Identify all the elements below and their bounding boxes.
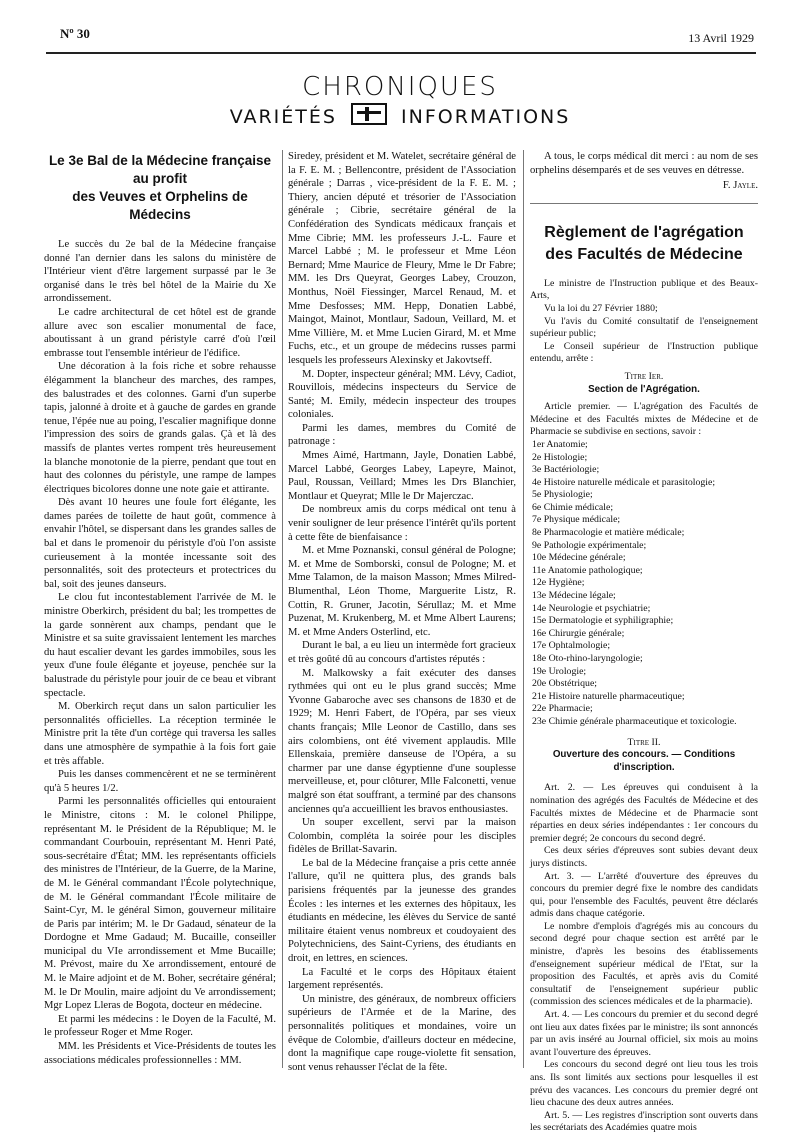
paragraph: Parmi les dames, membres du Comité de patronage : xyxy=(288,422,516,448)
list-item: 9e Pathologie expérimentale; xyxy=(532,539,647,551)
title-line: Le 3e Bal de la Médecine française xyxy=(48,153,272,168)
section-divider xyxy=(530,203,758,204)
ornament-icon xyxy=(351,103,387,125)
paragraph: M. Oberkirch reçut dans un salon particulier les personnalités officielles. La réception terminée le Ministre prit la tête d'un cortège qui traversa les salles dans une atmosphère de sympathie à la fois fort gaie et très affable. xyxy=(44,701,276,767)
title-line: Règlement de l'agrégation xyxy=(544,223,744,241)
list-item: 1er Anatomie; xyxy=(532,438,588,450)
titre-heading: Titre II. xyxy=(627,736,661,748)
issue-date: 13 Avril 1929 xyxy=(688,31,754,45)
article-text: Art. 3. — L'arrêté d'ouverture des épreuves du concours du premier degré fixe le nombre des candidats qui, pour l'ensemble des Facultés, peuvent être déclarés admis dans chaque catégorie. xyxy=(530,870,758,920)
paragraph: Parmi les personnalités officielles qui entouraient le Ministre, citons : M. le colonel Philippe, représentant M. le Président de la République; M. le commandant Courbouin, représentant M. Henri Paté, sous-secrétaire d'État; MM. les représentants officiels des ministres de l'Intérieur, de la Guerre, de la Marine, de M. le Général commandant l'École polytechnique, de M. le Général commandant l'École militaire de Saint-Cyr, M. le général Simon, gouverneur militaire de Paris par intérim; M. le Dr Gadaud, sénateur de la Dordogne et Mme Gadaud; M. Bucaille, conseiller municipal du VIe arrondissement et Mme Bucaille; M. Prévost, maire du Xe arrondissement, entouré de M. le Maire adjoint et de M. Boher, secrétaire général; M. le Dr Moulin, maire adjoint du Ve arrondissement; Mgr Lopez Lleras de Bogota, docteur en médecine. xyxy=(44,796,276,1012)
paragraph: Dès avant 10 heures une foule fort élégante, les dames parées de toilette de haut goût, commence à envahir l'hôtel, se dispersant dans les grandes salles de bal et dans le promenoir du péristyle d'où l'on assiste curieusement à la montée incessante soit des personnalités, soit des protecteurs et protectrices du bal, soit des jeunes danseurs. xyxy=(44,497,276,590)
paragraph: Le succès du 2e bal de la Médecine française donné l'an dernier dans les salons du ministère de l'Intérieur vient d'être largement surpassé par le 3e organisé dans le très bel hôtel de la Mairie du Xe arrondissement. xyxy=(44,239,276,305)
list-item: 12e Hygiène; xyxy=(532,577,585,589)
list-item: 16e Chirurgie générale; xyxy=(532,627,625,639)
paragraph: De nombreux amis du corps médical ont tenu à venir souligner de leur présence l'intérêt qu'ils portent à cette fête de bienfaisance : xyxy=(288,504,516,543)
list-item: 21e Histoire naturelle pharmaceutique; xyxy=(532,690,685,702)
article-text: Art. 2. — Les épreuves qui conduisent à la nomination des agrégés des Facultés de Médecine et des Facultés mixtes de Médecine et de Pharmacie sont réparties en deux séries indépendantes : 1er concours du premier degré; 2e concours du second degré. xyxy=(530,782,758,844)
paragraph: Siredey, président et M. Watelet, secrétaire général de la F. E. M. ; Bellencontre, président de l'Association générale ; Darras , vice-président de la F. E. M. ; Thiery, ancien député et trésorier de l'Association générale ; Cibrie, secrétaire général de la Confédération des Syndicats médicaux français et Mme Cibrie; MM. les professeurs J.-L. Faure et Marcel Labbé ; M. le professeur et Mme Léon Bernard; Mme Maurice de Fleury, Mme le Dr Fabre; MM. les Drs Queyrat, Georges Labey, Crouzon, Monthus, Noël Fiessinger, Marcel Renaud, M. et Mme Desfosses; MM. Hepp, Donatien Labbé, Maingot, Mainot, Montlaur, Sadoun, Veillard, M. et Mme Villière, M. et Mme Lucien Girard, M. et Mme Fuchs, etc., et un groupe de médecins russes parmi lesquels les professeurs Alexinsky et Jakovtseff. xyxy=(288,151,516,366)
paragraph: Durant le bal, a eu lieu un intermède fort gracieux et très goûté dû au concours d'artistes réputés : xyxy=(288,640,516,665)
title-line: au profit xyxy=(133,171,187,186)
paragraph: Et parmi les médecins : le Doyen de la Faculté, M. le professeur Roger et Mme Roger. xyxy=(44,1013,276,1039)
issue-number: Nº 30 xyxy=(60,26,90,41)
list-item: 19e Urologie; xyxy=(532,665,587,677)
list-item: 23e Chimie générale pharmaceutique et toxicologie. xyxy=(532,715,737,727)
title-line: des Veuves et Orphelins de Médecins xyxy=(72,189,248,222)
paragraph: MM. les Présidents et Vice-Présidents de toutes les associations médicales professionnelles : MM. xyxy=(44,1041,276,1066)
column-divider xyxy=(282,150,283,1068)
article-text: Les concours du second degré ont lieu tous les trois ans. Ils sont limités aux sections pour lesquelles il est prévu des vacances. Les concours du premier degré ont lieu chacune des deux autres années. xyxy=(530,1059,758,1109)
paragraph: Un souper excellent, servi par la maison Colombin, compléta la soirée pour les disciples fidèles de Brillat-Savarin. xyxy=(288,817,516,856)
list-item: 7e Physique médicale; xyxy=(532,514,621,526)
list-item: 6e Chimie médicale; xyxy=(532,501,614,513)
titre-name: Ouverture des concours. — Conditions d'inscription. xyxy=(552,749,736,773)
column-1 xyxy=(44,152,276,1067)
subtitle-right: INFORMATIONS xyxy=(401,106,571,128)
paragraph: Puis les danses commencèrent et ne se terminèrent qu'à 5 heures 1/2. xyxy=(44,769,276,794)
paragraph: M. Dopter, inspecteur général; MM. Lévy, Cadiot, Rouvillois, médecins inspecteurs du Service de Santé; M. Emily, médecin inspecteur des troupes coloniales. xyxy=(288,368,516,421)
list-item: 17e Ophtalmologie; xyxy=(532,640,611,652)
list-item: 11e Anatomie pathologique; xyxy=(532,564,643,576)
paragraph: Un ministre, des généraux, de nombreux officiers supérieurs de l'Armée et de la Marine, des personnalités politiques et mondaines, voire un évêque de Colombie, d'ailleurs docteur en médecine, dont la magnifique cape rouge-violette fit sensation, sont venus rehausser l'éclat de la fête. xyxy=(288,993,516,1073)
article-text: Ces deux séries d'épreuves sont subies devant deux jurys distincts. xyxy=(530,845,758,869)
paragraph: La Faculté et le corps des Hôpitaux étaient largement représentés. xyxy=(288,966,516,992)
paragraph: Une décoration à la fois riche et sobre rehausse élégamment la blancheur des marches, des rampes, des balustrades et des colonnes. Garni d'un superbe tapis, jalonné à droite et à gauche de gardes en grande tenue, l'épée nue au poing, l'escalier magnifique donne l'impression des soirs de grands galas. Çà et là des massifs de plantes vertes rompent très heureusement la blanche monotonie de la pierre, pendant que tout en haut des colonnes du péristyle, une rampe de lampes électriques bicolores donne une note gaie et attirante. xyxy=(44,361,276,495)
titre-heading: Titre Ier. xyxy=(624,370,664,382)
list-item: 2e Histologie; xyxy=(532,451,588,463)
titre-name: Section de l'Agrégation. xyxy=(588,383,700,395)
paragraph: A tous, le corps médical dit merci : au nom de ses orphelins désemparés et de ses veuves en détresse. xyxy=(530,151,758,176)
preamble-line: Le ministre de l'Instruction publique et des Beaux-Arts, xyxy=(530,277,758,302)
list-item: 18e Oto-rhino-laryngologie; xyxy=(532,653,643,664)
title-line: des Facultés de Médecine xyxy=(545,245,743,263)
paragraph: Le cadre architectural de cet hôtel est de grande allure avec son escalier monumental de face, aboutissant à un grand péristyle carré d'où l'œil embrasse tout l'ensemble intérieur de l'édifice. xyxy=(44,306,276,359)
paragraph: Le clou fut incontestablement l'arrivée de M. le ministre Oberkirch, président du bal; les trompettes de la garde sonnèrent aux champs, pendant que le Ministre et sa suite gravissaient lentement les marches du haut escalier devant les gardes immobiles, sous les yeux d'une foule élégante et joyeuse, penchée sur la balustrade du péristyle pour jouir de ce beau et vibrant spectacle. xyxy=(44,592,276,699)
paragraph: Le bal de la Médecine française a pris cette année l'allure, qu'il ne quittera plus, des grands bals parisiens fréquentés par la jeunesse des grandes Écoles : les internes et les externes des hôpitaux, les étudiants en médecine, les élèves du Service de santé militaire étaient venus nombreux et coudoyaient des Polytechniciens, des Saint-Cyriens, des étudiants en droit, en lettres, en sciences. xyxy=(288,857,516,965)
signature: F. Jayle. xyxy=(722,180,758,192)
list-item: 8e Pharmacologie et matière médicale; xyxy=(532,527,685,539)
column-2 xyxy=(288,150,516,1074)
preamble-line: Vu l'avis du Comité consultatif de l'enseignement supérieur public; xyxy=(530,315,758,340)
list-item: 13e Médecine légale; xyxy=(532,590,616,602)
top-rule xyxy=(46,52,756,54)
list-item: 3e Bactériologie; xyxy=(532,464,600,476)
subtitle-left: VARIÉTÉS xyxy=(229,106,337,128)
paragraph: Mmes Aimé, Hartmann, Jayle, Donatien Labbé, Marcel Labbé, Georges Labey, Lapeyre, Mainot, Paul, Roussan, Veillard; Mmes les Drs Blanchier, Montlaur et Queyrat; Mlle le Dr Majerczac. xyxy=(288,450,516,502)
paragraph: M. et Mme Poznanski, consul général de Pologne; M. et Mme de Somborski, consul de Pologne; M. et Mme Talamon, de la maison Masson; Mmes Milred-Blumenthal, Léon Thome, Marguerite Listz, R. Cottin, R. Gruner, Jacotin, Sérullaz; M. et Mme Puzenat, M. Krukenberg, M. et Mme Albert Laurens; M. et Mme Anders Osterlind, etc. xyxy=(288,545,516,638)
column-divider xyxy=(523,150,524,1068)
article-text: Art. 5. — Les registres d'inscription sont ouverts dans les secrétariats des Académies quatre mois xyxy=(530,1109,758,1134)
article-text: Le nombre d'emplois d'agrégés mis au concours du second degré pour chaque section est arrêté par le ministre, d'après les besoins des établissements d'enseignement supérieur médical de l'Etat, sur la proposition des Facultés, et après avis du Comité consultatif de l'enseignement supérieur public (commission des sciences médicales et de la pharmacie). xyxy=(530,920,758,1008)
paragraph: M. Malkowsky a fait exécuter des danses rythmées qui ont eu le plus grand succès; Mme Yvonne Gabaroche avec ses chansons de 1830 et de 1929; M. Henri Fabert, de l'Opéra, par ses vieux chants français; Mlle Leonor de Castillo, dans ses airs colombiens, ont été vivement applaudis. Mlle Ellenskaia, première danseuse de l'Opéra, a su charmer par une danse égyptienne d'une souplesse merveilleuse, et, pour clôturer, Mlle Falconetti, venue malgré son état souffrant, a terminé par des chansons anciennes qu'a accueillient les bravos enthousiastes. xyxy=(288,667,516,815)
list-item: 5e Physiologie; xyxy=(532,489,593,501)
article-text: Article premier. — L'agrégation des Facultés de Médecine et des Facultés mixtes de Médecine et de Pharmacie se subdivise en sections, savoir : xyxy=(530,401,758,438)
list-item: 22e Pharmacie; xyxy=(532,703,593,715)
preamble-line: Vu la loi du 27 Février 1880; xyxy=(544,302,658,314)
article-title xyxy=(44,152,276,224)
decree-body xyxy=(530,278,758,1135)
list-item: 20e Obstétrique; xyxy=(532,678,598,690)
list-item: 10e Médecine générale; xyxy=(532,552,626,564)
article-title xyxy=(530,222,758,266)
article-text: Art. 4. — Les concours du premier et du second degré ont lieu aux dates fixées par le ministre; ils sont annoncés par un avis inséré au Journal officiel, six mois au moins avant l'ouverture des épreuves. xyxy=(530,1009,758,1058)
list-item: 4e Histoire naturelle médicale et parasitologie; xyxy=(532,476,716,488)
preamble-line: Le Conseil supérieur de l'Instruction publique entendu, arrête : xyxy=(530,340,758,365)
list-item: 15e Dermatologie et syphiligraphie; xyxy=(532,615,674,627)
column-3 xyxy=(530,150,758,1135)
section-list xyxy=(530,439,758,729)
list-item: 14e Neurologie et psychiatrie; xyxy=(532,602,651,614)
section-subtitle xyxy=(0,103,800,128)
section-title: CHRONIQUES xyxy=(302,72,498,102)
